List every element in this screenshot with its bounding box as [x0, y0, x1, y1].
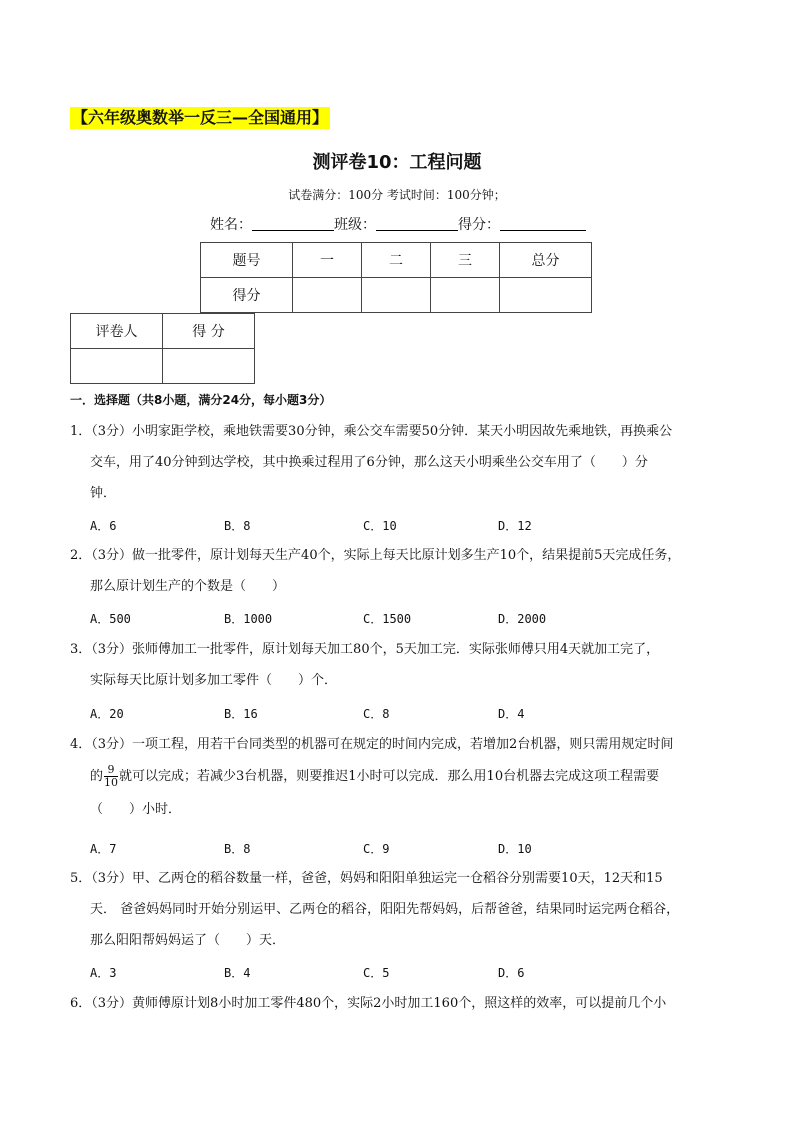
option-b[interactable]: B．8 — [224, 519, 251, 533]
option-b[interactable]: B．16 — [224, 707, 258, 721]
fraction-numerator: 9 — [104, 764, 118, 777]
question-line: 3．（3分）张师傅加工一批零件，原计划每天加工80个，5天加工完．实际张师傅只用4天就加工完了， — [70, 642, 660, 657]
exam-info: 试卷满分：100分 考试时间：100分钟； — [288, 188, 506, 202]
option-a[interactable]: A．20 — [90, 707, 124, 721]
option-a[interactable]: A．500 — [90, 612, 131, 626]
question-1 — [70, 416, 730, 509]
score-cell[interactable] — [362, 278, 431, 313]
grader-cell[interactable] — [71, 349, 163, 384]
option-c[interactable]: C．1500 — [363, 612, 412, 626]
option-b[interactable]: B．1000 — [224, 612, 273, 626]
header-cell: 三 — [431, 243, 500, 278]
option-c[interactable]: C．5 — [363, 966, 390, 980]
question-line: 钟． — [90, 486, 117, 501]
score-cell[interactable] — [431, 278, 500, 313]
grader-score-label: 得 分 — [163, 314, 255, 349]
question-4 — [70, 729, 730, 825]
question-6 — [70, 988, 730, 1019]
option-b[interactable]: B．4 — [224, 966, 251, 980]
score-table-row — [201, 278, 592, 313]
score-field[interactable] — [500, 216, 586, 231]
question-line: 6．（3分）黄师傅原计划8小时加工零件480个，实际2小时加工160个，照这样的效率，可以提前几个小 — [70, 996, 667, 1011]
name-field[interactable] — [252, 216, 334, 231]
question-line: 交车，用了40分钟到达学校，其中换乘过程用了6分钟，那么这天小明乘坐公交车用了（ ）分 — [90, 455, 648, 470]
row-label: 得分 — [201, 278, 293, 313]
grader-score-cell[interactable] — [163, 349, 255, 384]
name-label: 姓名： — [210, 217, 252, 233]
score-table — [200, 242, 592, 313]
student-info-row — [210, 214, 586, 234]
question-2 — [70, 540, 730, 602]
question-3 — [70, 634, 730, 696]
header-cell: 一 — [293, 243, 362, 278]
score-cell[interactable] — [500, 278, 592, 313]
fraction — [104, 764, 118, 789]
fraction-denominator: 10 — [104, 776, 119, 789]
grader-table — [70, 313, 255, 384]
question-line: 1．（3分）小明家距学校，乘地铁需要30分钟，乘公交车需要50分钟．某天小明因故先乘地铁，再换乘公 — [70, 424, 673, 439]
question-line: 5．（3分）甲、乙两仓的稻谷数量一样，爸爸，妈妈和阳阳单独运完一仓稻谷分别需要10天，12天和15 — [70, 871, 663, 886]
question-line: 实际每天比原计划多加工零件（ ）个． — [90, 673, 338, 688]
option-d[interactable]: D．10 — [498, 842, 532, 856]
header-cell: 总分 — [500, 243, 592, 278]
class-field[interactable] — [376, 216, 458, 231]
question-line: 那么阳阳帮妈妈运了（ ）天． — [90, 933, 286, 948]
option-a[interactable]: A．3 — [90, 966, 117, 980]
option-d[interactable]: D．2000 — [498, 612, 547, 626]
page-title: 测评卷10：工程问题 — [312, 152, 482, 173]
score-table-header — [201, 243, 592, 278]
header-cell: 题号 — [201, 243, 293, 278]
question-5 — [70, 863, 730, 956]
option-d[interactable]: D．4 — [498, 707, 525, 721]
option-d[interactable]: D．12 — [498, 519, 532, 533]
option-c[interactable]: C．8 — [363, 707, 390, 721]
question-line: 4．（3分）一项工程，用若干台同类型的机器可在规定的时间内完成，若增加2台机器，则只需用规定时间 — [70, 737, 674, 752]
question-text: 就可以完成；若减少3台机器，则要推迟1小时可以完成．那么用10台机器去完成这项工程需要 — [119, 769, 660, 784]
question-line — [70, 760, 730, 794]
question-line: 那么原计划生产的个数是（ ） — [90, 579, 286, 594]
series-tag: 【六年级奥数举一反三—全国通用】 — [72, 108, 329, 127]
grader-label: 评卷人 — [71, 314, 163, 349]
header-cell: 二 — [362, 243, 431, 278]
option-b[interactable]: B．8 — [224, 842, 251, 856]
option-a[interactable]: A．7 — [90, 842, 117, 856]
section-heading: 一．选择题（共8小题，满分24分，每小题3分） — [70, 393, 332, 407]
option-a[interactable]: A．6 — [90, 519, 117, 533]
question-line: （ ）小时． — [90, 802, 182, 817]
question-text: 的 — [90, 769, 104, 784]
option-c[interactable]: C．10 — [363, 519, 397, 533]
option-c[interactable]: C．9 — [363, 842, 390, 856]
question-line: 天． 爸爸妈妈同时开始分别运甲、乙两仓的稻谷，阳阳先帮妈妈，后帮爸爸，结果同时运完两仓稻谷， — [90, 902, 680, 917]
option-d[interactable]: D．6 — [498, 966, 525, 980]
question-line: 2．（3分）做一批零件，原计划每天生产40个，实际上每天比原计划多生产10个，结果提前5天完成任务， — [70, 548, 681, 563]
score-label: 得分： — [458, 217, 500, 233]
class-label: 班级： — [334, 217, 376, 233]
score-cell[interactable] — [293, 278, 362, 313]
